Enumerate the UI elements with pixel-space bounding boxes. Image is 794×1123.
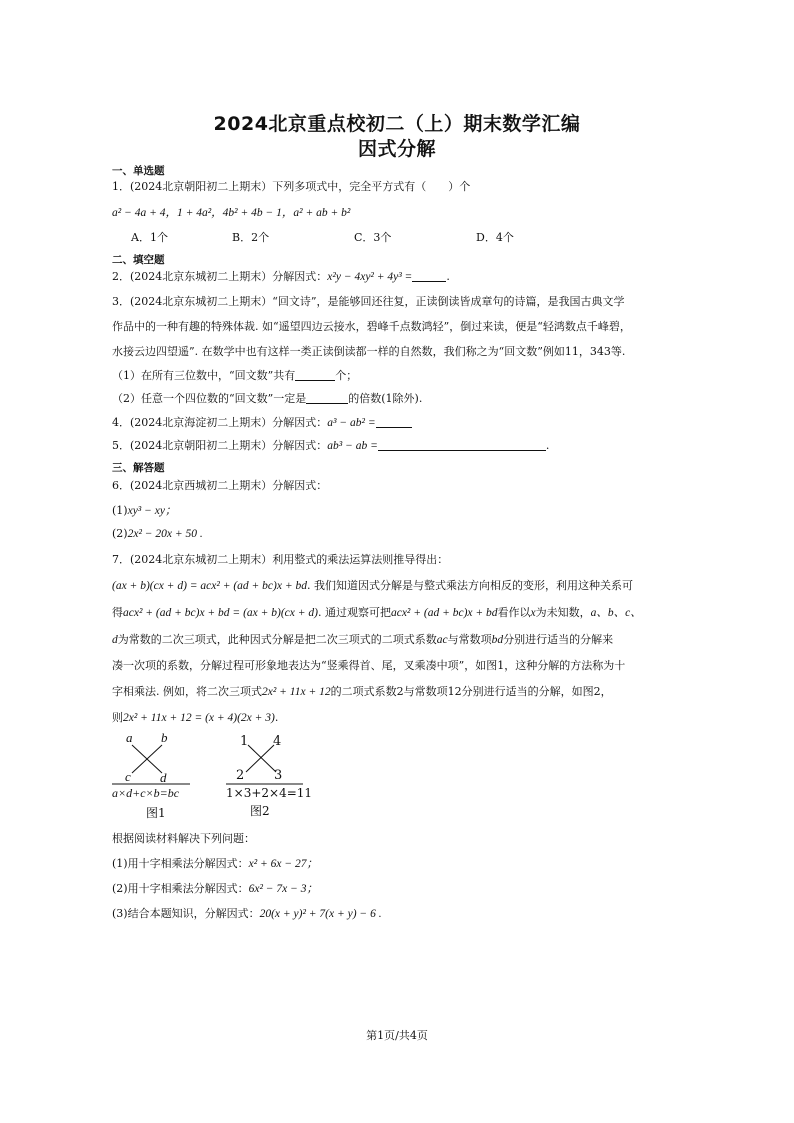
q7-line-3 (112, 631, 613, 647)
figure-2-bottom-left: 2 (236, 768, 245, 783)
q3-part-2-text: （2）任意一个四位数的“回文数”一定是 (112, 392, 307, 405)
q7-subquestion-2-text: (2)用十字相乘法分解因式： (112, 882, 249, 895)
q1-expressions: a² − 4a + 4，1 + 4a²，4b² + 4b − 1，a² + ab + b² (112, 207, 351, 219)
q1-option-a: A．1个 (131, 231, 168, 244)
q7-line-3-text: 为常数的二次三项式，此种因式分解是把二次三项式的二项式系数 (117, 633, 437, 646)
q7-line-2-expression-2: acx² + (ad + bc)x + bd (390, 607, 498, 619)
q7-subquestion-3 (112, 905, 382, 921)
figure-2-equation: 1×3+2×4=11 (226, 786, 313, 800)
q3-part-1-end: 个； (335, 369, 358, 382)
q2-line: 2．(2024北京东城初二上期末）分解因式：x²y − 4xy² + 4y³ = . (112, 270, 450, 283)
q6-part-1-label: (1) (112, 504, 128, 517)
q5-answer-blank[interactable] (378, 438, 546, 451)
q7-line-5-text: 字相乘法. 例如，将二次三项式 (112, 685, 262, 698)
q7-line-3-text-2: 与常数项 (447, 633, 492, 646)
figure-2-bottom-right: 3 (274, 768, 283, 783)
section-heading-answer: 三、解答题 (112, 462, 165, 474)
q3-line-1: 3．(2024北京东城初二上期末）“回文诗”，是能够回还往复，正读倒读皆成章句的诗篇，是我国古典文学 (112, 295, 625, 308)
q7-stem: 7．(2024北京东城初二上期末）利用整式的乘法运算法则推导得出： (112, 553, 449, 566)
q5-expression: ab³ − ab = (327, 440, 378, 452)
q7-subquestion-1-text: (1)用十字相乘法分解因式： (112, 857, 249, 870)
q7-subquestion-2-expression: 6x² − 7x − 3； (248, 883, 319, 895)
q7-line-2-text-3: 为未知数， (535, 606, 591, 619)
q3-part-1-text: （1）在所有三位数中，“回文数”共有 (112, 369, 296, 382)
q6-stem: 6．(2024北京西城初二上期末）分解因式： (112, 479, 328, 492)
q7-line-2 (112, 604, 642, 620)
q4-text: 4．(2024北京海淀初二上期末）分解因式： (112, 416, 328, 429)
q4-line (112, 414, 412, 430)
q3-part-1 (112, 367, 357, 383)
figure-1-caption: 图1 (146, 806, 166, 820)
q7-line-6-end: . (274, 711, 279, 724)
section-heading-single-choice: 一、单选题 (112, 165, 165, 177)
q7-line-5 (112, 683, 612, 699)
q7-line-2-start: 得 (112, 606, 123, 619)
q6-part-2 (112, 527, 203, 540)
q7-line-2-constants: a、b、c、 (590, 607, 642, 619)
q1-stem: 1．(2024北京朝阳初二上期末）下列多项式中，完全平方式有（ ）个 (112, 180, 471, 193)
q7-line-3-ac: ac (436, 634, 448, 646)
q7-subquestion-1 (112, 855, 318, 871)
figure-1-equation: a×d+c×b=bc (112, 786, 180, 800)
page-footer: 第1页/共4页 (366, 1029, 428, 1042)
q3-line-2: 作品中的一种有趣的特殊体裁. 如“遥望四边云接水，碧峰千点数鸿轻”，倒过来读，便是“轻鸿数点千峰碧， (112, 320, 631, 333)
q7-subquestion-2 (112, 880, 318, 896)
q7-line-6 (112, 709, 278, 725)
q6-part-1-expression: xy³ − xy； (127, 505, 177, 517)
q7-line-2-expression: acx² + (ad + bc)x + bd = (ax + b)(cx + d) (123, 607, 318, 619)
q6-part-2-label: (2) (112, 527, 128, 540)
q7-subquestion-1-expression: x² + 6x − 27； (248, 858, 319, 870)
q7-line-2-variable: x (530, 607, 536, 619)
figure-2-top-right: 4 (273, 734, 282, 749)
figure-2-caption: 图2 (250, 804, 270, 818)
figure-1 (112, 730, 194, 823)
q7-line-5-expression: 2x² + 11x + 12 (262, 686, 331, 698)
q7-line-3-text-3: 分别进行适当的分解来 (503, 633, 614, 646)
q2-text: 2．(2024北京东城初二上期末）分解因式： (112, 270, 328, 283)
q7-line-1-text: . 我们知道因式分解是与整式乘法方向相反的变形，利用这种关系可 (306, 579, 633, 592)
q7-line-4: 凑一次项的系数，分解过程可形象地表达为“竖乘得首、尾，叉乘凑中项”，如图1，这种分解的方法称为十 (112, 659, 626, 672)
q1-option-b: B．2个 (232, 231, 270, 244)
q7-subquestion-3-expression: 20(x + y)² + 7(x + y) − 6 . (259, 908, 382, 920)
figure-2-top-left: 1 (240, 734, 249, 749)
q5-line (112, 437, 549, 453)
q7-line-3-variable: d (112, 634, 118, 646)
q3-part-2-blank[interactable] (306, 391, 348, 404)
figure-1-a: a (126, 730, 133, 745)
q7-line-1-expression: (ax + b)(cx + d) = acx² + (ad + bc)x + bd (112, 580, 307, 592)
q3-part-1-blank[interactable] (295, 368, 335, 381)
q1-option-c: C．3个 (354, 231, 392, 244)
q7-line-2-text-2: 看作以 (497, 606, 531, 619)
q4-answer-blank[interactable] (376, 415, 412, 428)
figure-1-c: c (125, 769, 131, 784)
q7-line-2-text: . 通过观察可把 (317, 606, 391, 619)
q4-expression: a³ − ab² = (327, 417, 376, 429)
q2-expression: x²y − 4xy² + 4y³ = (327, 271, 413, 283)
q7-line-5-text-2: 的二项式系数2与常数项12分别进行适当的分解，如图2， (330, 685, 612, 698)
q7-line-6-text: 则 (112, 711, 123, 724)
q6-part-2-expression: 2x² − 20x + 50 . (127, 528, 203, 540)
figure-1-d: d (160, 770, 167, 785)
document-subtitle: 因式分解 (357, 138, 436, 160)
q7-reading-prompt: 根据阅读材料解决下列问题： (112, 832, 255, 845)
q5-text: 5．(2024北京朝阳初二上期末）分解因式： (112, 439, 328, 452)
q3-part-2-end: 的倍数(1除外). (348, 392, 423, 405)
q7-line-6-expression: 2x² + 11x + 12 = (x + 4)(2x + 3) (123, 712, 275, 724)
q7-line-1 (112, 577, 633, 593)
q2-answer-blank[interactable] (412, 269, 446, 282)
q7-line-3-bd: bd (491, 634, 504, 646)
q3-line-3: 水接云边四望遥”. 在数学中也有这样一类正读倒读都一样的自然数，我们称之为“回文数”例如11，343等. (112, 345, 626, 358)
q1-option-d: D．4个 (476, 231, 514, 244)
section-heading-fill-blank: 二、填空题 (112, 254, 165, 266)
q3-part-2 (112, 390, 422, 406)
q6-part-1 (112, 502, 176, 518)
q5-end: . (545, 439, 550, 452)
figure-2 (226, 733, 313, 823)
document-title: 2024北京重点校初二（上）期末数学汇编 (213, 113, 581, 135)
figure-1-b: b (161, 730, 168, 745)
q7-subquestion-3-text: (3)结合本题知识，分解因式： (112, 907, 260, 920)
